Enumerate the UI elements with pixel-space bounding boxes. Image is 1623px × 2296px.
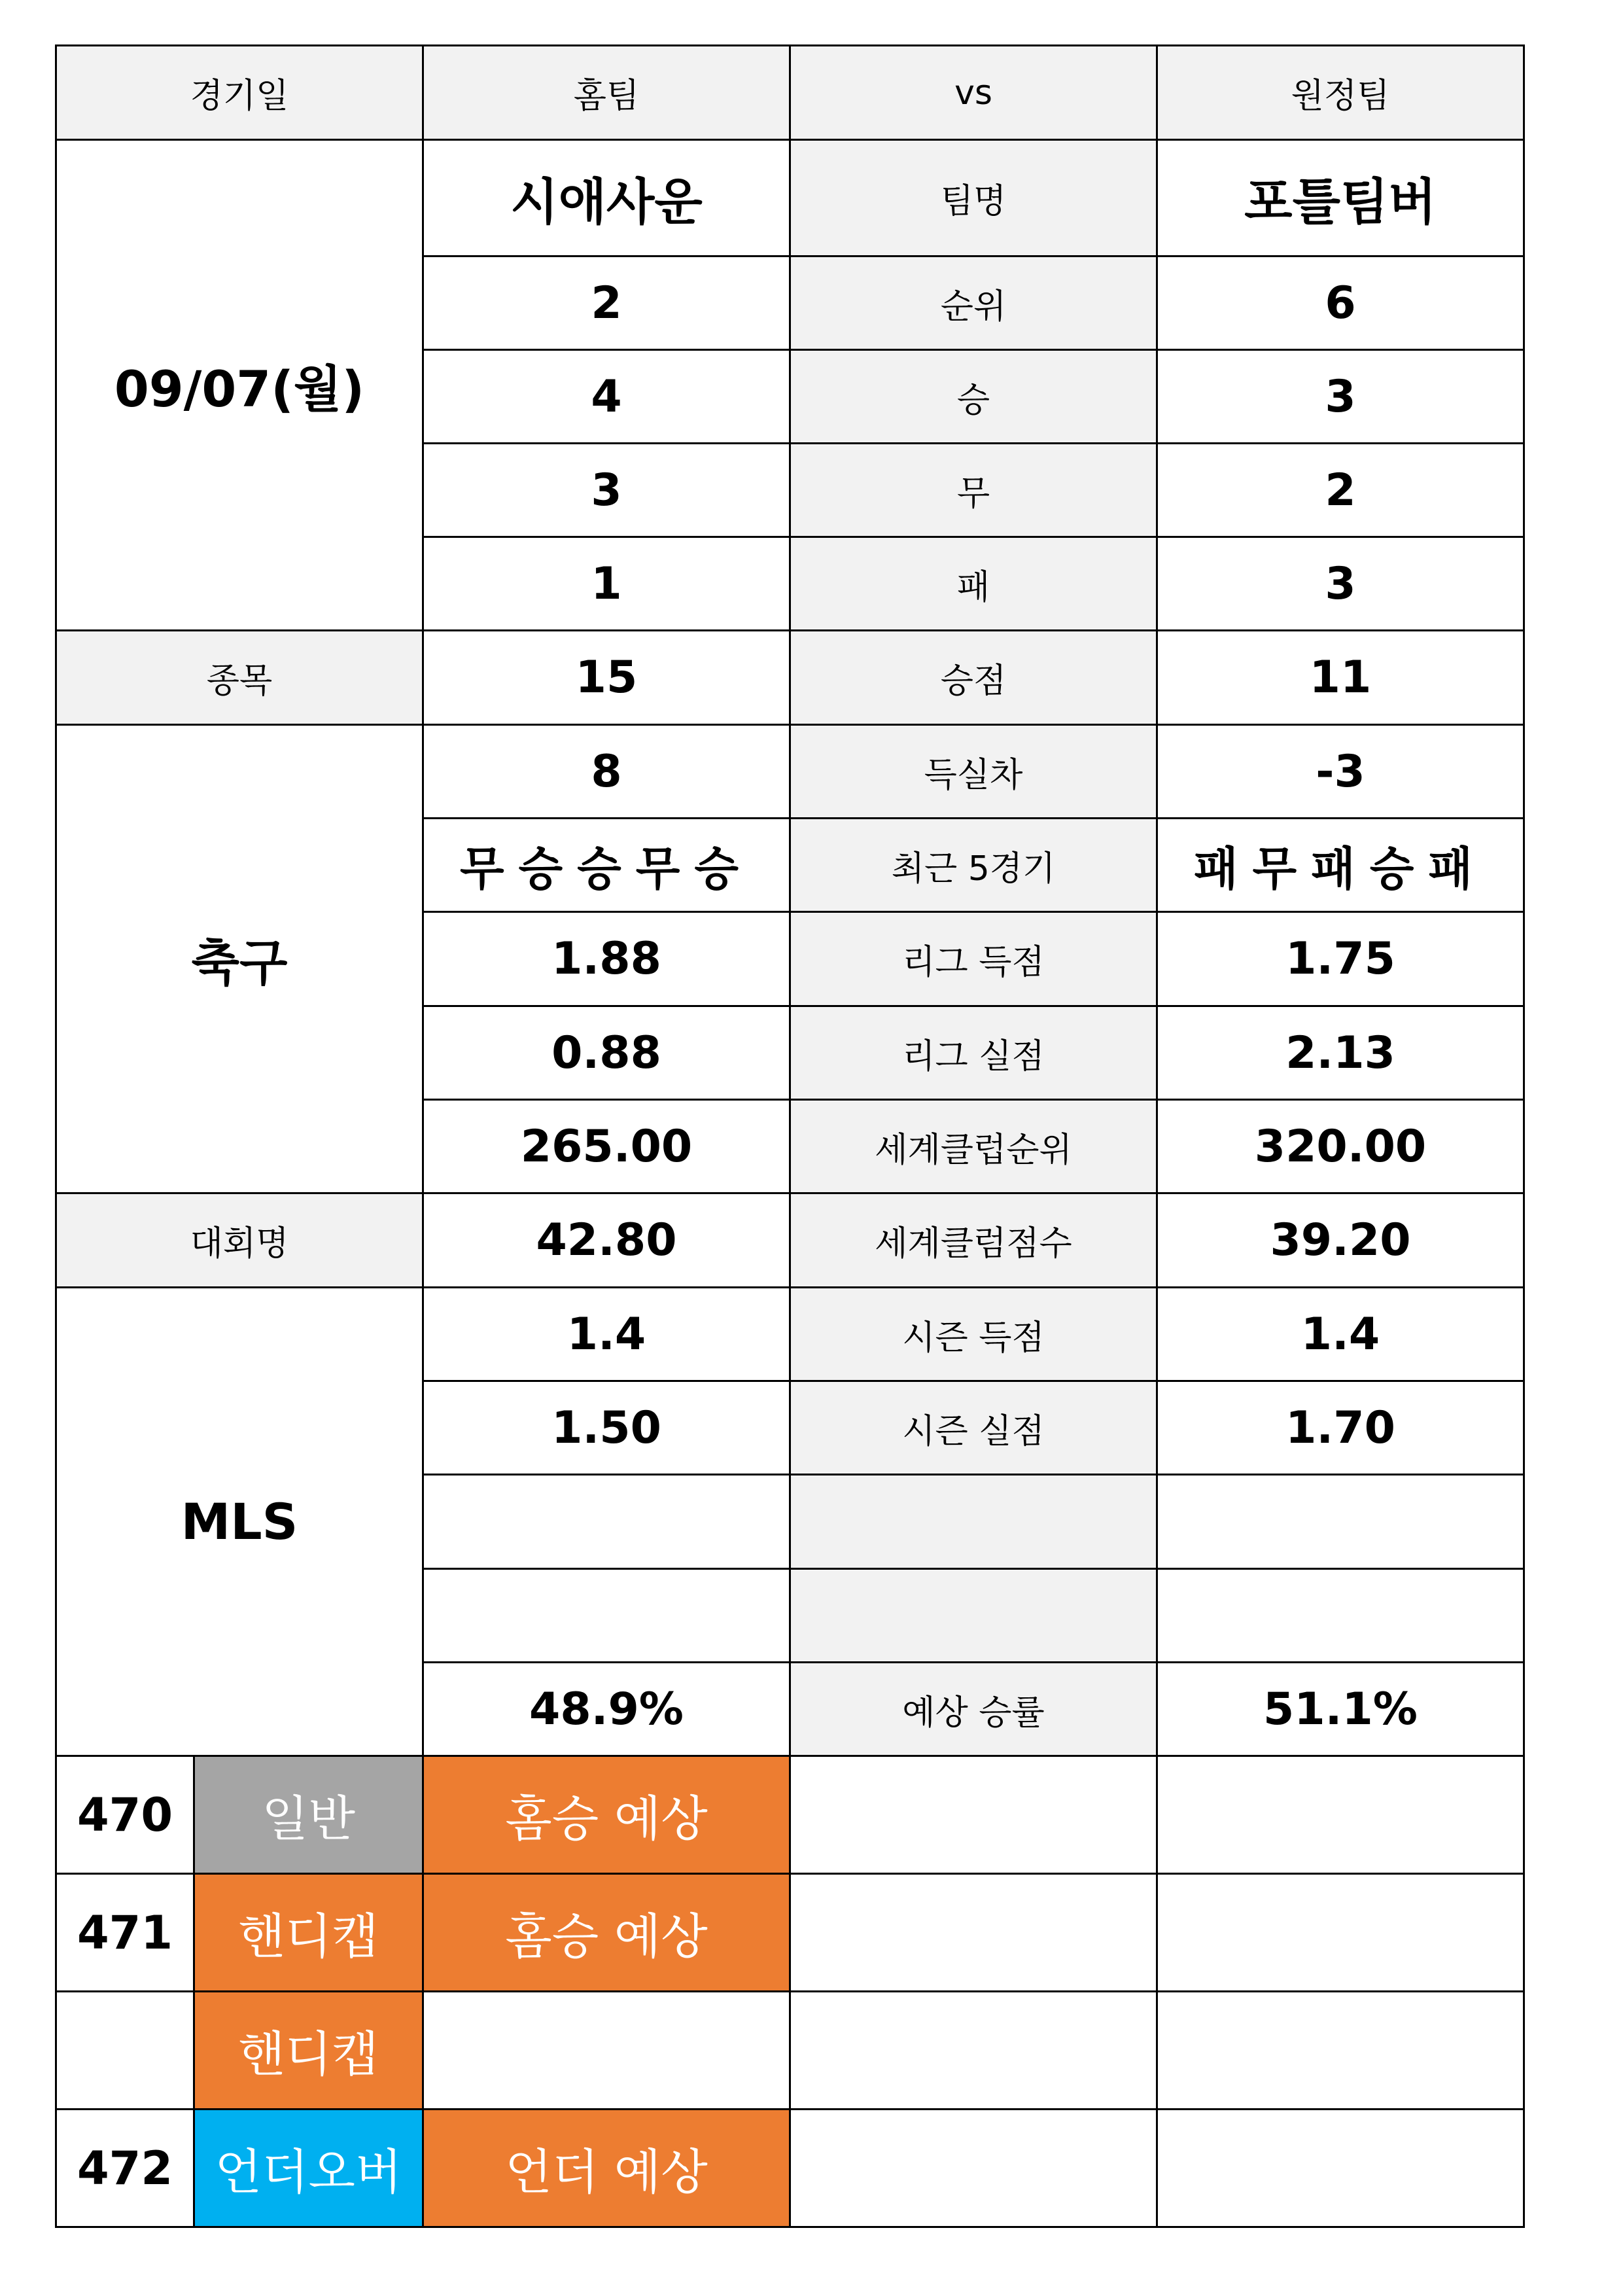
pick-empty-cell xyxy=(1157,1874,1524,1992)
pick-empty-cell xyxy=(1157,1992,1524,2110)
away-wins: 3 xyxy=(1157,350,1524,444)
away-goal-diff: -3 xyxy=(1157,725,1524,819)
stat-label-rank: 순위 xyxy=(790,256,1157,350)
stat-label-season-conceded: 시즌 실점 xyxy=(790,1381,1157,1475)
pick-type-badge: 핸디캡 xyxy=(194,1992,423,2110)
sport-label: 종목 xyxy=(56,631,423,725)
away-team-name: 포틀팀버 xyxy=(1157,140,1524,256)
pick-empty-cell xyxy=(790,1874,1157,1992)
away-league-conceded: 2.13 xyxy=(1157,1006,1524,1100)
home-points: 15 xyxy=(423,631,790,725)
league-label: 대회명 xyxy=(56,1193,423,1288)
home-world-rank: 265.00 xyxy=(423,1100,790,1193)
pick-empty-cell xyxy=(790,2110,1157,2227)
pick-prediction: 홈승 예상 xyxy=(423,1874,790,1992)
away-world-rank: 320.00 xyxy=(1157,1100,1524,1193)
stat-label-world-rank: 세계클럽순위 xyxy=(790,1100,1157,1193)
home-goal-diff: 8 xyxy=(423,725,790,819)
away-win-probability: 51.1% xyxy=(1157,1663,1524,1756)
stat-label-league-scored: 리그 득점 xyxy=(790,912,1157,1006)
away-recent-form: 패무패승패 xyxy=(1157,819,1524,912)
home-world-score: 42.80 xyxy=(423,1193,790,1288)
home-league-conceded: 0.88 xyxy=(423,1006,790,1100)
team-name-label: 팀명 xyxy=(790,140,1157,256)
pick-empty-cell xyxy=(790,1992,1157,2110)
header-home: 홈팀 xyxy=(423,46,790,140)
home-wins: 4 xyxy=(423,350,790,444)
away-empty-cell xyxy=(1157,1569,1524,1663)
away-points: 11 xyxy=(1157,631,1524,725)
pick-type-badge: 일반 xyxy=(194,1756,423,1874)
home-win-probability: 48.9% xyxy=(423,1663,790,1756)
home-team-name: 시애사운 xyxy=(423,140,790,256)
stat-label-draws: 무 xyxy=(790,444,1157,537)
pick-prediction: 홈승 예상 xyxy=(423,1756,790,1874)
home-season-conceded: 1.50 xyxy=(423,1381,790,1475)
stat-label-season-scored: 시즌 득점 xyxy=(790,1288,1157,1381)
away-league-scored: 1.75 xyxy=(1157,912,1524,1006)
away-empty-cell xyxy=(1157,1475,1524,1569)
stat-label-league-conceded: 리그 실점 xyxy=(790,1006,1157,1100)
pick-type-badge: 언더오버 xyxy=(194,2110,423,2227)
pick-empty-cell xyxy=(1157,2110,1524,2227)
league-value: MLS xyxy=(56,1288,423,1756)
home-league-scored: 1.88 xyxy=(423,912,790,1006)
match-date: 09/07(월) xyxy=(56,140,423,631)
home-draws: 3 xyxy=(423,444,790,537)
pick-type-badge: 핸디캡 xyxy=(194,1874,423,1992)
header-away: 원정팀 xyxy=(1157,46,1524,140)
stat-label-recent-form: 최근 5경기 xyxy=(790,819,1157,912)
pick-number xyxy=(56,1992,194,2110)
stat-label-points: 승점 xyxy=(790,631,1157,725)
stat-label-losses: 패 xyxy=(790,537,1157,631)
stat-label-wins: 승 xyxy=(790,350,1157,444)
pick-prediction: 언더 예상 xyxy=(423,2110,790,2227)
stat-label-win-probability: 예상 승률 xyxy=(790,1663,1157,1756)
pick-empty-cell xyxy=(1157,1756,1524,1874)
away-rank: 6 xyxy=(1157,256,1524,350)
pick-number: 472 xyxy=(56,2110,194,2227)
pick-number: 470 xyxy=(56,1756,194,1874)
pick-number: 471 xyxy=(56,1874,194,1992)
match-analysis-table xyxy=(55,44,1525,2228)
label-empty-cell xyxy=(790,1569,1157,1663)
away-losses: 3 xyxy=(1157,537,1524,631)
stat-label-world-score: 세계클럼점수 xyxy=(790,1193,1157,1288)
away-season-scored: 1.4 xyxy=(1157,1288,1524,1381)
away-season-conceded: 1.70 xyxy=(1157,1381,1524,1475)
label-empty-cell xyxy=(790,1475,1157,1569)
home-empty-cell xyxy=(423,1569,790,1663)
header-vs: vs xyxy=(790,46,1157,140)
pick-empty-cell xyxy=(790,1756,1157,1874)
away-draws: 2 xyxy=(1157,444,1524,537)
home-season-scored: 1.4 xyxy=(423,1288,790,1381)
home-recent-form: 무승승무승 xyxy=(423,819,790,912)
away-world-score: 39.20 xyxy=(1157,1193,1524,1288)
pick-prediction-empty xyxy=(423,1992,790,2110)
home-losses: 1 xyxy=(423,537,790,631)
home-rank: 2 xyxy=(423,256,790,350)
header-date: 경기일 xyxy=(56,46,423,140)
home-empty-cell xyxy=(423,1475,790,1569)
stat-label-goal-diff: 득실차 xyxy=(790,725,1157,819)
sport-value: 축구 xyxy=(56,725,423,1193)
